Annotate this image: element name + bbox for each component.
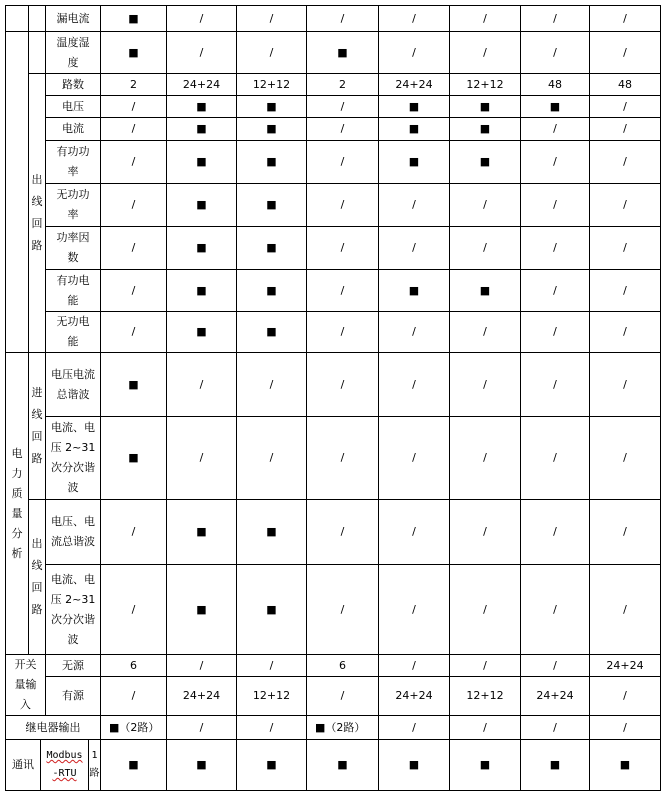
value-cell: / xyxy=(379,500,450,565)
value-cell: ■ xyxy=(101,5,167,32)
value-cell: / xyxy=(237,353,307,417)
value-cell: 48 xyxy=(521,74,590,96)
value-cell: ■ xyxy=(167,184,237,227)
group-incoming-circuit: 进线回路 xyxy=(29,353,46,500)
value-cell: / xyxy=(307,96,379,118)
value-cell: / xyxy=(590,118,661,141)
value-cell: ■ xyxy=(450,740,521,791)
value-cell: / xyxy=(307,677,379,716)
value-cell: ■ xyxy=(237,227,307,270)
value-cell: ■ xyxy=(167,96,237,118)
value-cell: ■ xyxy=(450,118,521,141)
value-cell: ■ xyxy=(167,740,237,791)
value-cell: 6 xyxy=(101,655,167,677)
value-cell: / xyxy=(450,227,521,270)
value-cell: / xyxy=(590,716,661,740)
row-label-channels: 路数 xyxy=(46,74,101,96)
value-cell: / xyxy=(167,5,237,32)
value-cell: / xyxy=(590,270,661,312)
value-cell: / xyxy=(450,32,521,74)
value-cell: / xyxy=(379,32,450,74)
row-label-active-energy: 有功电能 xyxy=(46,270,101,312)
group-outgoing-circuit-pq: 出线回路 xyxy=(29,500,46,655)
value-cell: / xyxy=(379,184,450,227)
row-label-current: 电流 xyxy=(46,118,101,141)
value-cell: / xyxy=(590,677,661,716)
group-communication: 通讯 xyxy=(5,740,41,791)
value-cell: / xyxy=(101,565,167,655)
row-label-total-harmonic-out: 电压、电流总谐波 xyxy=(46,500,101,565)
value-cell: 24+24 xyxy=(167,74,237,96)
value-cell: / xyxy=(167,32,237,74)
value-cell: / xyxy=(521,270,590,312)
value-cell: / xyxy=(590,417,661,500)
value-cell: ■ xyxy=(237,270,307,312)
value-cell: / xyxy=(307,184,379,227)
value-cell: / xyxy=(307,353,379,417)
value-cell: / xyxy=(521,716,590,740)
value-cell: / xyxy=(590,353,661,417)
value-cell: / xyxy=(167,417,237,500)
value-cell: / xyxy=(379,417,450,500)
row-label-temp-humidity: 温度湿度 xyxy=(46,32,101,74)
value-cell: ■ xyxy=(590,740,661,791)
blank-cell xyxy=(5,32,29,353)
value-cell: / xyxy=(101,96,167,118)
blank-cell xyxy=(29,32,46,74)
value-cell: ■ xyxy=(167,500,237,565)
value-cell: / xyxy=(307,118,379,141)
value-cell: / xyxy=(379,5,450,32)
value-cell: ■ xyxy=(237,312,307,353)
row-label-modbus: Modbus-RTU xyxy=(41,740,89,791)
value-cell: ■ xyxy=(521,740,590,791)
value-cell: / xyxy=(167,716,237,740)
value-cell: / xyxy=(307,500,379,565)
value-cell: ■ xyxy=(167,141,237,184)
value-cell: / xyxy=(521,312,590,353)
value-cell: / xyxy=(307,270,379,312)
value-cell: / xyxy=(101,500,167,565)
value-cell: / xyxy=(590,5,661,32)
value-cell: 24+24 xyxy=(167,677,237,716)
value-cell: ■（2路） xyxy=(307,716,379,740)
value-cell: ■ xyxy=(379,118,450,141)
value-cell: / xyxy=(101,677,167,716)
group-power-quality: 电力质量分析 xyxy=(5,353,29,655)
row-label-active-power: 有功功率 xyxy=(46,141,101,184)
value-cell: / xyxy=(237,32,307,74)
value-cell: ■ xyxy=(101,740,167,791)
value-cell: / xyxy=(521,5,590,32)
value-cell: / xyxy=(521,118,590,141)
value-cell: 6 xyxy=(307,655,379,677)
value-cell: / xyxy=(590,500,661,565)
value-cell: / xyxy=(521,184,590,227)
value-cell: / xyxy=(379,655,450,677)
value-cell: / xyxy=(450,184,521,227)
value-cell: ■ xyxy=(450,270,521,312)
value-cell: / xyxy=(101,270,167,312)
value-cell: 2 xyxy=(307,74,379,96)
value-cell: ■ xyxy=(167,565,237,655)
value-cell: 12+12 xyxy=(237,677,307,716)
value-cell: ■ xyxy=(307,32,379,74)
value-cell: 12+12 xyxy=(450,677,521,716)
value-cell: / xyxy=(521,417,590,500)
value-cell: / xyxy=(101,141,167,184)
value-cell: ■ xyxy=(237,118,307,141)
value-cell: / xyxy=(521,565,590,655)
value-cell: / xyxy=(450,5,521,32)
row-label-active: 有源 xyxy=(46,677,101,716)
value-cell: / xyxy=(521,655,590,677)
value-cell: / xyxy=(521,227,590,270)
value-cell: ■ xyxy=(450,96,521,118)
value-cell: ■ xyxy=(307,740,379,791)
row-label-voltage: 电压 xyxy=(46,96,101,118)
value-cell: ■ xyxy=(167,312,237,353)
value-cell: / xyxy=(307,5,379,32)
value-cell: / xyxy=(590,32,661,74)
value-cell: / xyxy=(307,141,379,184)
value-cell: 24+24 xyxy=(590,655,661,677)
value-cell: ■ xyxy=(237,740,307,791)
value-cell: / xyxy=(450,655,521,677)
value-cell: / xyxy=(307,227,379,270)
value-cell: / xyxy=(101,312,167,353)
value-cell: ■ xyxy=(237,500,307,565)
value-cell: ■ xyxy=(379,740,450,791)
row-label-power-factor: 功率因数 xyxy=(46,227,101,270)
value-cell: / xyxy=(379,716,450,740)
value-cell: / xyxy=(101,184,167,227)
row-label-leakage-current: 漏电流 xyxy=(46,5,101,32)
value-cell: ■ xyxy=(379,96,450,118)
value-cell: ■ xyxy=(379,141,450,184)
value-cell: / xyxy=(237,5,307,32)
value-cell: / xyxy=(307,312,379,353)
value-cell: / xyxy=(590,565,661,655)
value-cell: / xyxy=(450,353,521,417)
blank-cell xyxy=(5,5,29,32)
value-cell: / xyxy=(379,227,450,270)
value-cell: / xyxy=(590,184,661,227)
value-cell: 48 xyxy=(590,74,661,96)
value-cell: ■ xyxy=(521,96,590,118)
value-cell: / xyxy=(307,565,379,655)
value-cell: ■ xyxy=(237,96,307,118)
value-cell: 12+12 xyxy=(450,74,521,96)
value-cell: / xyxy=(450,716,521,740)
value-cell: ■ xyxy=(101,417,167,500)
value-cell: / xyxy=(167,655,237,677)
value-cell: 24+24 xyxy=(379,74,450,96)
value-cell: / xyxy=(590,312,661,353)
value-cell: / xyxy=(379,565,450,655)
value-cell: / xyxy=(307,417,379,500)
value-cell: ■ xyxy=(450,141,521,184)
value-cell: / xyxy=(450,565,521,655)
row-label-passive: 无源 xyxy=(46,655,101,677)
value-cell: / xyxy=(590,227,661,270)
blank-cell xyxy=(29,5,46,32)
group-switch-input: 开关量输入 xyxy=(5,655,46,716)
group-outgoing-circuit: 出线回路 xyxy=(29,74,46,353)
value-cell: 24+24 xyxy=(379,677,450,716)
value-cell: / xyxy=(237,655,307,677)
value-cell: ■ xyxy=(237,565,307,655)
value-cell: / xyxy=(521,141,590,184)
value-cell: ■ xyxy=(167,227,237,270)
value-cell: / xyxy=(590,96,661,118)
row-label-sub-harmonic-out: 电流、电压 2~31 次分次谐波 xyxy=(46,565,101,655)
value-cell: / xyxy=(379,353,450,417)
group-relay-output: 继电器输出 xyxy=(5,716,101,740)
value-cell: / xyxy=(521,32,590,74)
value-cell: / xyxy=(590,141,661,184)
value-cell: / xyxy=(450,312,521,353)
value-cell: / xyxy=(521,500,590,565)
value-cell: / xyxy=(379,312,450,353)
row-label-sub-harmonic-in: 电流、电压 2~31 次分次谐波 xyxy=(46,417,101,500)
value-cell: ■ xyxy=(101,353,167,417)
value-cell: / xyxy=(237,716,307,740)
value-cell: 12+12 xyxy=(237,74,307,96)
value-cell: / xyxy=(101,227,167,270)
value-cell: / xyxy=(167,353,237,417)
value-cell: / xyxy=(521,353,590,417)
value-cell: 2 xyxy=(101,74,167,96)
value-cell: ■（2路） xyxy=(101,716,167,740)
value-cell: ■ xyxy=(167,270,237,312)
value-cell: / xyxy=(450,417,521,500)
value-cell: ■ xyxy=(237,141,307,184)
value-cell: / xyxy=(237,417,307,500)
value-cell: 24+24 xyxy=(521,677,590,716)
value-cell: / xyxy=(450,500,521,565)
value-cell: ■ xyxy=(379,270,450,312)
value-cell: ■ xyxy=(237,184,307,227)
value-cell: ■ xyxy=(167,118,237,141)
value-cell: ■ xyxy=(101,32,167,74)
value-cell: / xyxy=(101,118,167,141)
row-label-reactive-energy: 无功电能 xyxy=(46,312,101,353)
row-sublabel-modbus: 1路 xyxy=(89,740,101,791)
row-label-reactive-power: 无功功率 xyxy=(46,184,101,227)
row-label-total-harmonic-in: 电压电流总谐波 xyxy=(46,353,101,417)
